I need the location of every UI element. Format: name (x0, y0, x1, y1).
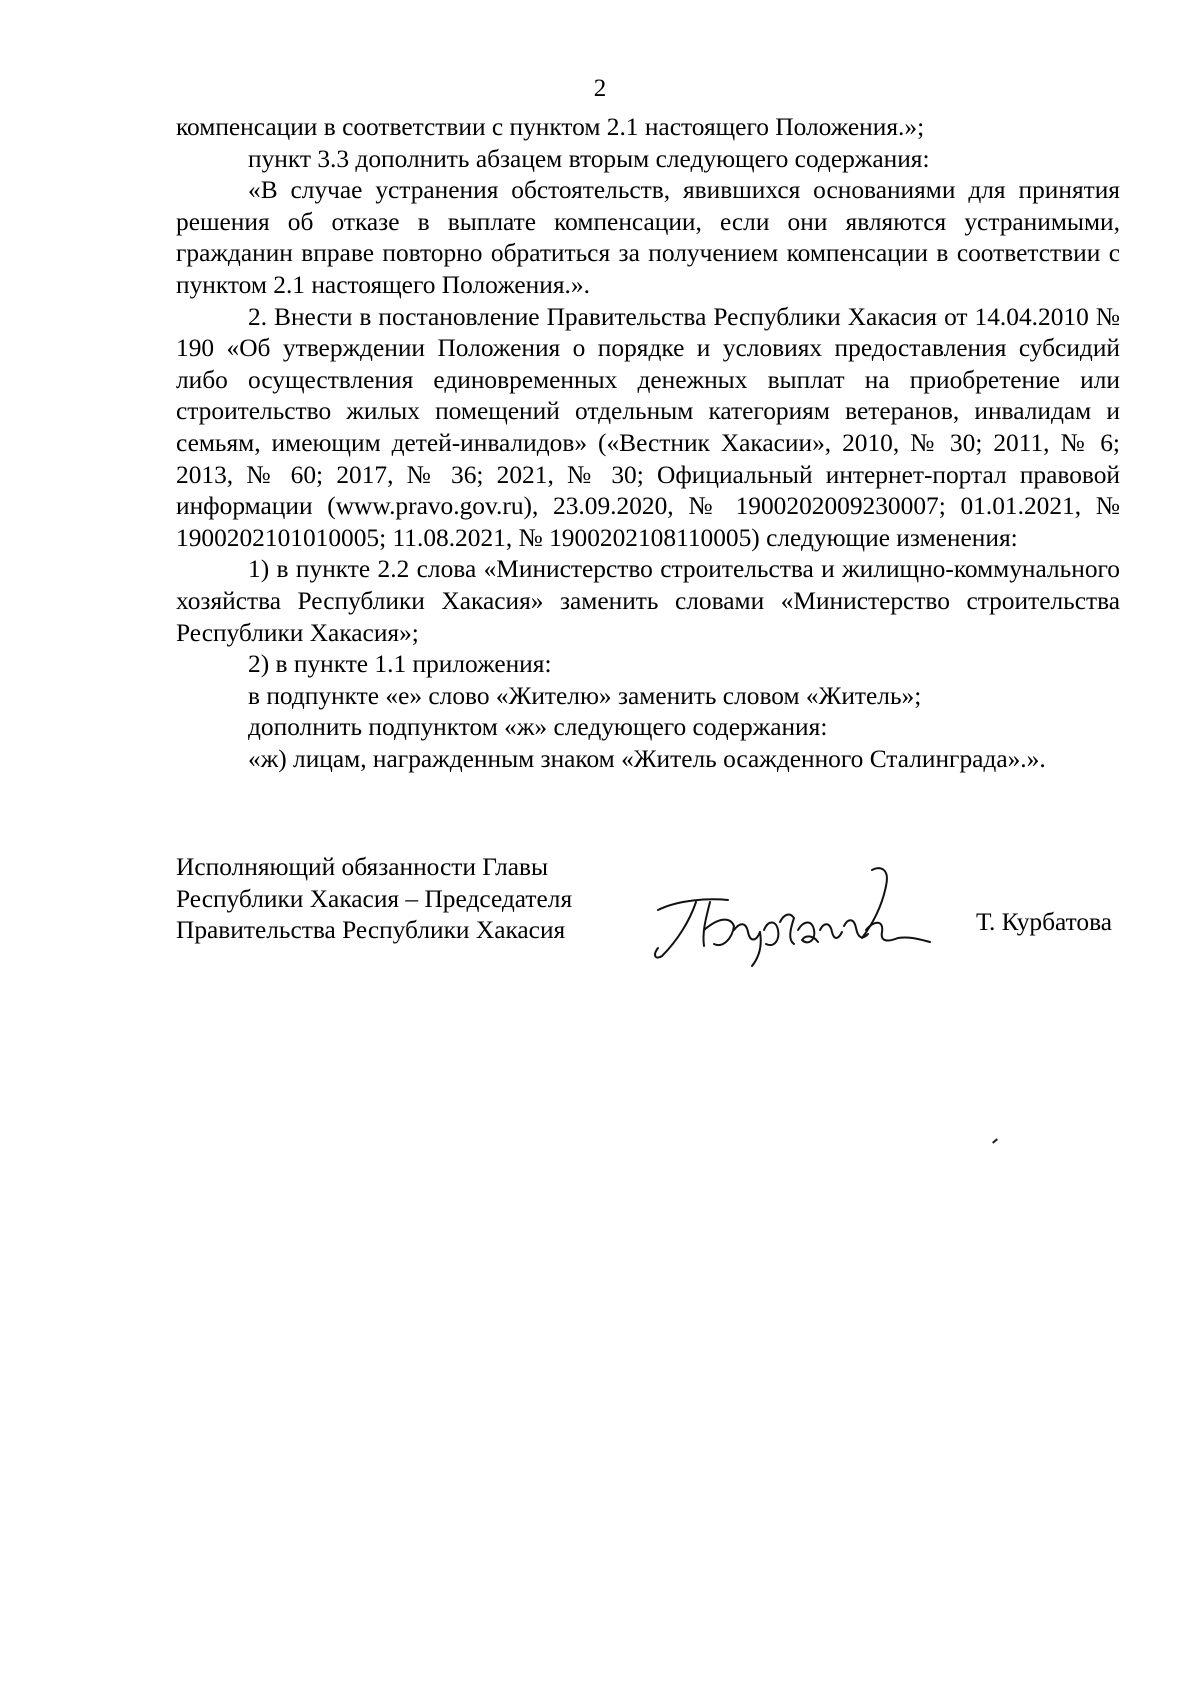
signatory-position-line: Республики Хакасия – Председателя (176, 884, 573, 913)
signatory-position-line: Правительства Республики Хакасия (176, 916, 566, 945)
scan-artifact (992, 1138, 998, 1143)
handwritten-signature (648, 860, 948, 970)
signatory-name: Т. Курбатова (976, 908, 1112, 936)
page-number: 2 (593, 75, 607, 102)
paragraph-subitem-zh-text: «ж) лицам, награжденным знаком «Житель осажденного Сталинграда».». (248, 744, 1046, 773)
signatory-position (176, 852, 572, 947)
paragraph-subitem-2: 2) в пункте 1.1 приложения: (248, 650, 552, 679)
paragraph-subitem-1: 1) в пункте 2.2 слова «Министерство строительства и жилищно-коммунального хозяйства Республики Хакасия» заменить словами «Министерство строительства Республики Хакасия»; (176, 555, 1120, 647)
paragraph-continuation: компенсации в соответствии с пунктом 2.1 настоящего Положения.»; (176, 113, 925, 141)
paragraph-quote: «В случае устранения обстоятельств, явившихся основаниями для принятия решения об отказе в выплате компенсации, если они являются устранимыми, гражданин вправе повторно обратиться за получением компенсации в соответствии с пунктом 2.1 настоящего Положения.». (176, 176, 1120, 299)
document-body (176, 112, 1120, 775)
signatory-position-line: Исполняющий обязанности Главы (176, 853, 549, 881)
paragraph-subitem-e: в подпункте «е» слово «Жителю» заменить словом «Житель»; (248, 681, 922, 710)
paragraph-item-2: 2. Внести в постановление Правительства Республики Хакасия от 14.04.2010 № 190 «Об утверждении Положения о порядке и условиях предоставления субсидий либо осуществления единовременных денежных выплат на приобретение или строительство жилых помещений отдельным категориям ветеранов, инвалидам и семьям, имеющим детей-инвалидов» («Вестник Хакасии», 2010, № 30; 2011, № 6; 2013, № 60; 2017, № 36; 2021, № 30; Официальный интернет-портал правовой информации (www.pravo.gov.ru), 23.09.2020, № 1900202009230007; 01.01.2021, № 1900202101010005; 11.08.2021, № 1900202108110005) следующие изменения: (176, 302, 1120, 552)
paragraph-subitem-zh: дополнить подпунктом «ж» следующего содержания: (248, 713, 828, 742)
paragraph-item: пункт 3.3 дополнить абзацем вторым следующего содержания: (248, 144, 930, 173)
